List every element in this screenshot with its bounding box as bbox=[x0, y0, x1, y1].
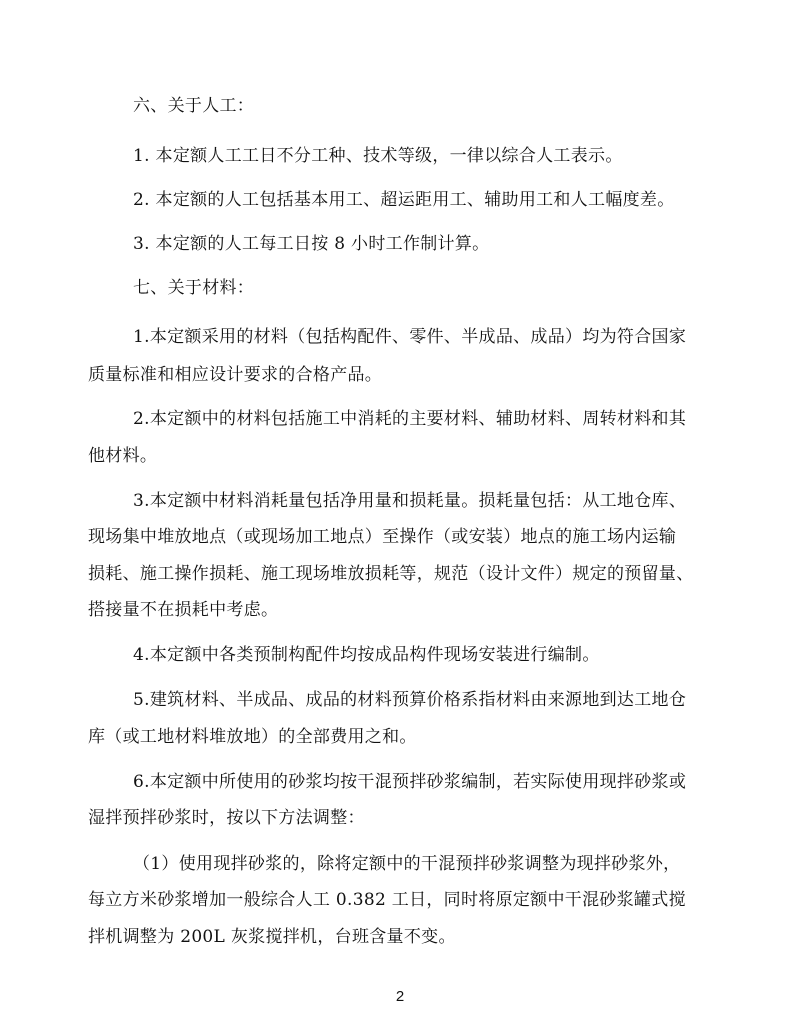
heading-materials: 七、关于材料： bbox=[133, 278, 255, 298]
material-line-11: 库（或工地材料堆放地）的全部费用之和。 bbox=[88, 727, 417, 747]
labor-item-2: 2. 本定额的人工包括基本用工、超运距用工、辅助用工和人工幅度差。 bbox=[133, 190, 675, 210]
material-line-9: 4.本定额中各类预制构配件均按成品构件现场安装进行编制。 bbox=[133, 645, 600, 665]
page-number: 2 bbox=[395, 988, 405, 1005]
material-line-2: 质量标准和相应设计要求的合格产品。 bbox=[88, 365, 383, 385]
material-line-13: 湿拌预拌砂浆时，按以下方法调整： bbox=[88, 808, 365, 828]
labor-item-1: 1. 本定额人工工日不分工种、技术等级，一律以综合人工表示。 bbox=[133, 146, 623, 166]
material-line-7: 损耗、施工操作损耗、施工现场堆放损耗等，规范（设计文件）规定的预留量、 bbox=[88, 564, 694, 584]
labor-item-3: 3. 本定额的人工每工日按 8 小时工作制计算。 bbox=[133, 234, 490, 254]
material-line-8: 搭接量不在损耗中考虑。 bbox=[88, 600, 279, 620]
material-line-4: 他材料。 bbox=[88, 446, 158, 466]
heading-labor: 六、关于人工： bbox=[133, 96, 255, 116]
material-line-14: （1）使用现拌砂浆的，除将定额中的干混预拌砂浆调整为现拌砂浆外， bbox=[133, 854, 681, 874]
material-line-1: 1.本定额采用的材料（包括构配件、零件、半成品、成品）均为符合国家 bbox=[133, 327, 687, 347]
material-line-5: 3.本定额中材料消耗量包括净用量和损耗量。损耗量包括：从工地仓库、 bbox=[133, 491, 687, 511]
material-line-12: 6.本定额中所使用的砂浆均按干混预拌砂浆编制，若实际使用现拌砂浆或 bbox=[133, 772, 687, 792]
material-line-16: 拌机调整为 200L 灰浆搅拌机，台班含量不变。 bbox=[88, 927, 456, 947]
material-line-3: 2.本定额中的材料包括施工中消耗的主要材料、辅助材料、周转材料和其 bbox=[133, 409, 687, 429]
material-line-10: 5.建筑材料、半成品、成品的材料预算价格系指材料由来源地到达工地仓 bbox=[133, 690, 687, 710]
material-line-15: 每立方米砂浆增加一般综合人工 0.382 工日，同时将原定额中干混砂浆罐式搅 bbox=[88, 890, 686, 910]
material-line-6: 现场集中堆放地点（或现场加工地点）至操作（或安装）地点的施工场内运输 bbox=[88, 527, 677, 547]
